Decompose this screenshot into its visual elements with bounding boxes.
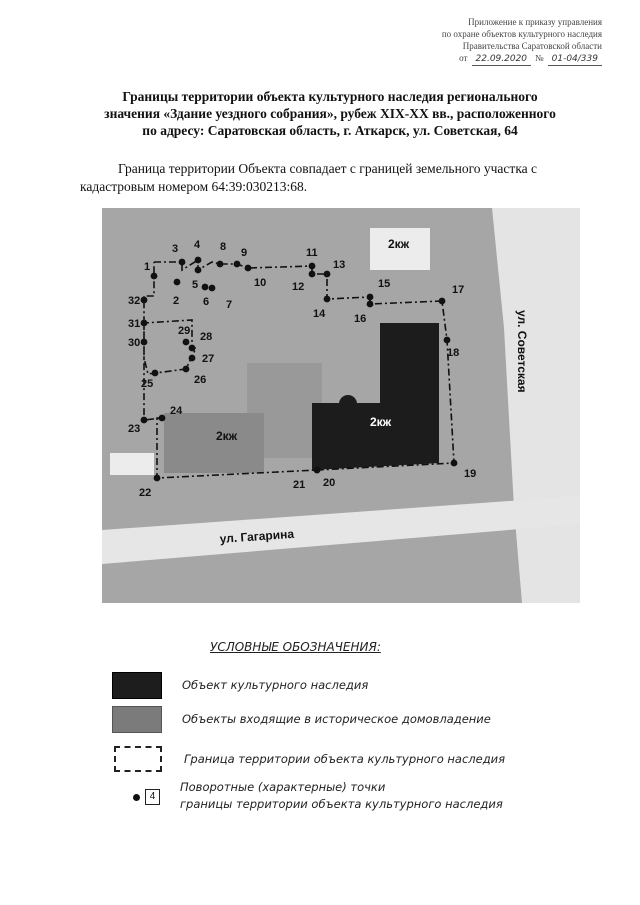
boundary-point-label-2: 2 [173,295,180,307]
boundary-point-label-10: 10 [254,277,267,289]
legend-points-line-2: границы территории объекта культурного наследия [180,797,503,811]
boundary-point-24 [159,415,166,422]
boundary-point-label-31: 31 [128,318,141,330]
boundary-point-label-17: 17 [452,284,465,296]
boundary-point-23 [141,417,148,424]
cadastral-map [102,208,580,603]
legend-points-text [180,779,503,813]
left-building-label: 2кж [216,429,238,443]
boundary-point-21 [314,467,321,474]
boundary-point-16 [367,301,374,308]
title-line-3: по адресу: Саратовская область, г. Аткарск, ул. Советская, 64 [142,123,518,138]
point-dot-icon [133,794,140,801]
boundary-point-27 [189,355,196,362]
sovetskaya-street-label: ул. Советская [515,310,529,393]
legend-title: УСЛОВНЫЕ ОБОЗНАЧЕНИЯ: [210,640,381,654]
order-number: 01-04/339 [548,53,602,66]
title-line-1: Границы территории объекта культурного наследия регионального [122,89,538,104]
boundary-point-31 [141,320,148,327]
boundary-point-label-29: 29 [178,325,191,337]
boundary-point-label-26: 26 [194,374,207,386]
legend-boundary-text: Граница территории объекта культурного наследия [184,751,506,766]
approval-line-1: Приложение к приказу управления [468,17,602,27]
boundary-point-13 [324,271,331,278]
boundary-point-label-5: 5 [192,279,199,291]
boundary-point-14 [324,296,331,303]
boundary-point-5 [195,267,202,274]
legend-points-line-1: Поворотные (характерные) точки [180,780,386,794]
boundary-point-label-3: 3 [172,243,179,255]
boundary-point-label-32: 32 [128,295,141,307]
boundary-point-label-6: 6 [203,296,210,308]
legend-historic-text: Объекты входящие в историческое домовладение [182,712,491,726]
boundary-point-label-13: 13 [333,259,346,271]
boundary-point-label-30: 30 [128,337,141,349]
boundary-point-label-11: 11 [306,247,318,259]
left-historic-building [164,413,264,473]
boundary-point-6 [202,284,209,291]
boundary-point-label-7: 7 [226,299,233,311]
document-title [80,88,580,139]
object-swatch [112,672,162,699]
legend-object-text: Объект культурного наследия [182,678,369,692]
boundary-point-label-19: 19 [464,468,477,480]
number-label: № [535,53,544,63]
approval-line-2: по охране объектов культурного наследия [441,29,602,39]
approval-note [372,16,602,66]
boundary-point-18 [444,337,451,344]
boundary-point-10 [245,265,252,272]
boundary-point-3 [179,259,186,266]
boundary-point-2 [174,279,181,286]
building-dome [339,395,357,413]
boundary-point-label-14: 14 [313,308,326,320]
boundary-point-4 [195,257,202,264]
object-building-label: 2кж [370,415,392,429]
boundary-point-32 [141,297,148,304]
boundary-point-29 [183,339,190,346]
from-label: от [459,53,468,63]
top-building-label: 2кж [388,237,410,251]
boundary-point-12 [309,271,316,278]
boundary-point-22 [154,475,161,482]
boundary-point-8 [217,261,224,268]
boundary-point-label-24: 24 [170,405,183,417]
boundary-point-label-12: 12 [292,281,305,293]
boundary-point-7 [209,285,216,292]
boundary-point-11 [309,263,316,270]
boundary-point-17 [439,298,446,305]
boundary-point-label-16: 16 [354,313,367,325]
boundary-point-label-4: 4 [194,239,201,251]
boundary-point-label-25: 25 [141,378,154,390]
boundary-swatch [114,746,162,772]
boundary-point-label-21: 21 [293,479,306,491]
boundary-point-label-22: 22 [139,487,152,499]
boundary-point-label-28: 28 [200,331,213,343]
boundary-point-25 [152,370,159,377]
boundary-point-label-15: 15 [378,278,391,290]
boundary-point-28 [189,345,196,352]
boundary-point-1 [151,273,158,280]
boundary-point-26 [183,366,190,373]
gagarina-street-label: ул. Гагарина [219,526,295,546]
boundary-description [80,160,600,196]
boundary-point-19 [451,460,458,467]
legend-row-object [112,672,368,699]
boundary-point-label-8: 8 [220,241,227,253]
title-line-2: значения «Здание уездного собрания», рубеж XIX-XX вв., расположенного [104,106,556,121]
boundary-point-label-1: 1 [144,261,151,273]
order-date: 22.09.2020 [472,53,532,66]
point-sample [112,789,160,805]
approval-line-3: Правительства Саратовской области [462,41,602,51]
boundary-point-9 [234,261,241,268]
boundary-point-15 [367,294,374,301]
boundary-point-label-27: 27 [202,353,215,365]
boundary-description-text: Граница территории Объекта совпадает с границей земельного участка с кадастровым номером 64:39:030213:68. [80,161,538,194]
left-patch [110,453,154,475]
boundary-point-label-23: 23 [128,423,141,435]
point-number-box: 4 [145,789,160,805]
boundary-point-30 [141,339,148,346]
boundary-point-label-18: 18 [447,347,460,359]
legend-row-boundary [112,746,505,772]
boundary-point-label-20: 20 [323,477,336,489]
legend-row-points [112,779,503,813]
order-date-number [372,52,602,66]
boundary-point-label-9: 9 [241,247,248,259]
legend-row-historic [112,706,491,733]
historic-swatch [112,706,162,733]
